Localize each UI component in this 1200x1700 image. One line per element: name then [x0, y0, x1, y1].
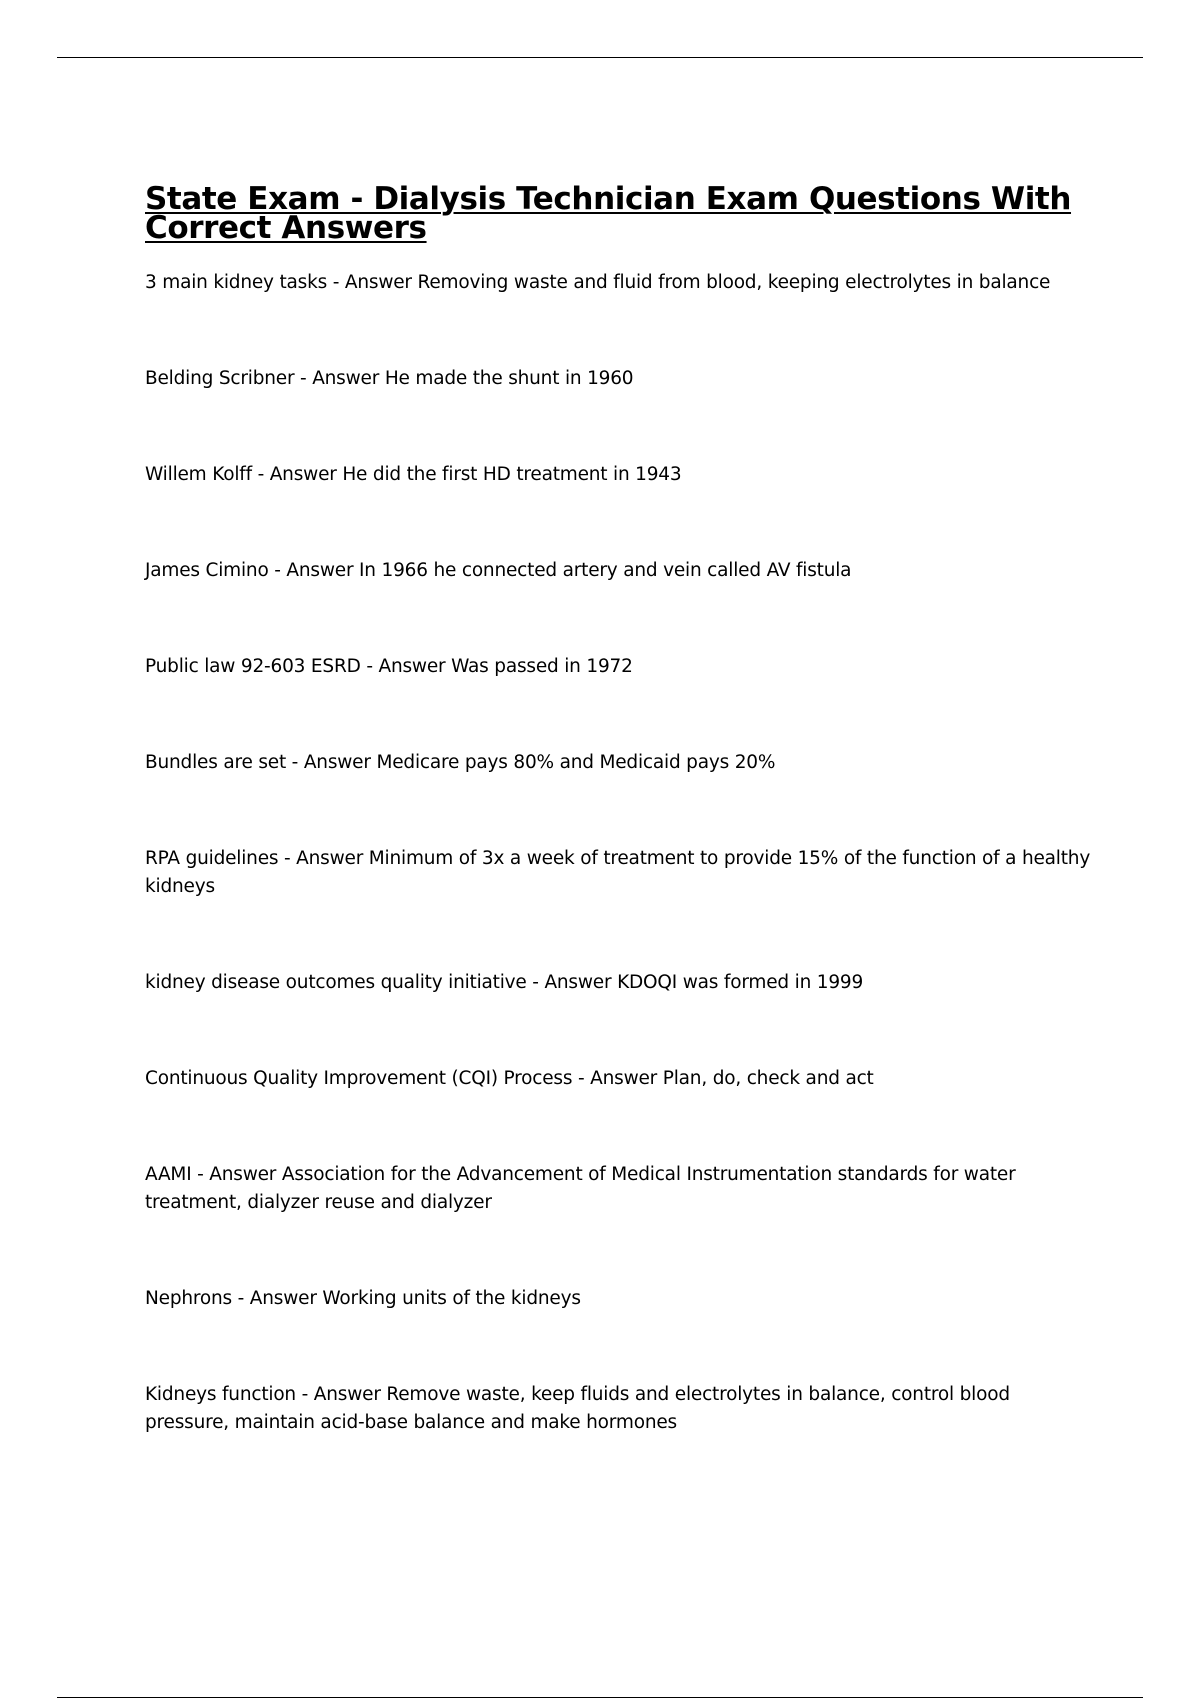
qa-item: Kidneys function - Answer Remove waste, keep fluids and electrolytes in balance, control blood pressure, maintain acid-base balance and make hormones: [145, 1384, 1010, 1433]
document-title: State Exam - Dialysis Technician Exam Questions With Correct Answers: [145, 181, 1072, 246]
qa-item: 3 main kidney tasks - Answer Removing waste and fluid from blood, keeping electrolytes in balance: [145, 272, 1051, 293]
header-rule: [57, 57, 1143, 58]
qa-item: James Cimino - Answer In 1966 he connected artery and vein called AV fistula: [145, 560, 852, 581]
qa-list: [145, 269, 1095, 1437]
qa-item: RPA guidelines - Answer Minimum of 3x a week of treatment to provide 15% of the function of a healthy kidneys: [145, 848, 1091, 897]
qa-item: Belding Scribner - Answer He made the shunt in 1960: [145, 368, 634, 389]
document-body: [145, 181, 1095, 1437]
qa-item: Bundles are set - Answer Medicare pays 80% and Medicaid pays 20%: [145, 752, 776, 773]
qa-item: Continuous Quality Improvement (CQI) Process - Answer Plan, do, check and act: [145, 1068, 874, 1089]
footer-rule: [57, 1697, 1143, 1698]
qa-item: Willem Kolff - Answer He did the first HD treatment in 1943: [145, 464, 682, 485]
qa-item: kidney disease outcomes quality initiative - Answer KDOQI was formed in 1999: [145, 972, 864, 993]
qa-item: AAMI - Answer Association for the Advancement of Medical Instrumentation standards for water treatment, dialyzer reuse and dialyzer: [145, 1164, 1016, 1213]
qa-item: Nephrons - Answer Working units of the kidneys: [145, 1288, 581, 1309]
qa-item: Public law 92-603 ESRD - Answer Was passed in 1972: [145, 656, 633, 677]
